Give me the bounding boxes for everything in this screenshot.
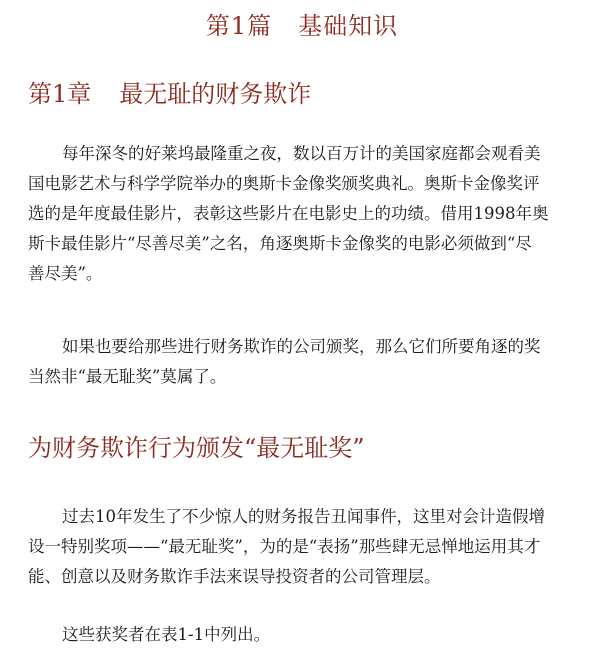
paragraph-line: 当然非“最无耻奖”莫属了。 <box>28 367 227 386</box>
paragraph-line: 斯卡最佳影片“尽善尽美”之名，角逐奥斯卡金像奖的电影必须做到“尽 <box>28 234 532 253</box>
paragraph-line: 能、创意以及财务欺诈手法来误导投资者的公司管理层。 <box>28 567 441 586</box>
section-title: 为财务欺诈行为颁发“最无耻奖” <box>28 434 365 462</box>
paragraph-oscar-intro <box>28 139 584 289</box>
part-number: 第1篇 <box>205 12 273 40</box>
part-name: 基础知识 <box>298 12 399 40</box>
paragraph-line: 选的是年度最佳影片，表彰这些影片在电影史上的功绩。借用1998年奥 <box>28 204 549 223</box>
paragraph-line: 设一特别奖项——“最无耻奖”，为的是“表扬”那些肆无忌惮地运用其才 <box>28 537 541 556</box>
chapter-number: 第1章 <box>28 80 92 108</box>
paragraph-line: 这些获奖者在表1-1中列出。 <box>62 625 271 644</box>
paragraph-line: 每年深冬的好莱坞最隆重之夜，数以百万计的美国家庭都会观看美 <box>62 144 541 163</box>
paragraph-fraud-award <box>28 332 584 392</box>
chapter-title <box>28 74 311 109</box>
part-title <box>0 6 604 41</box>
chapter-name: 最无耻的财务欺诈 <box>119 80 312 108</box>
paragraph-line: 善尽美”。 <box>28 264 103 283</box>
paragraph-table-ref <box>28 620 584 650</box>
paragraph-scandals <box>28 502 584 592</box>
paragraph-line: 国电影艺术与科学学院举办的奥斯卡金像奖颁奖典礼。奥斯卡金像奖评 <box>28 174 540 193</box>
paragraph-line: 过去10年发生了不少惊人的财务报告丑闻事件，这里对会计造假增 <box>62 507 545 526</box>
paragraph-line: 如果也要给那些进行财务欺诈的公司颁奖，那么它们所要角逐的奖 <box>62 337 541 356</box>
